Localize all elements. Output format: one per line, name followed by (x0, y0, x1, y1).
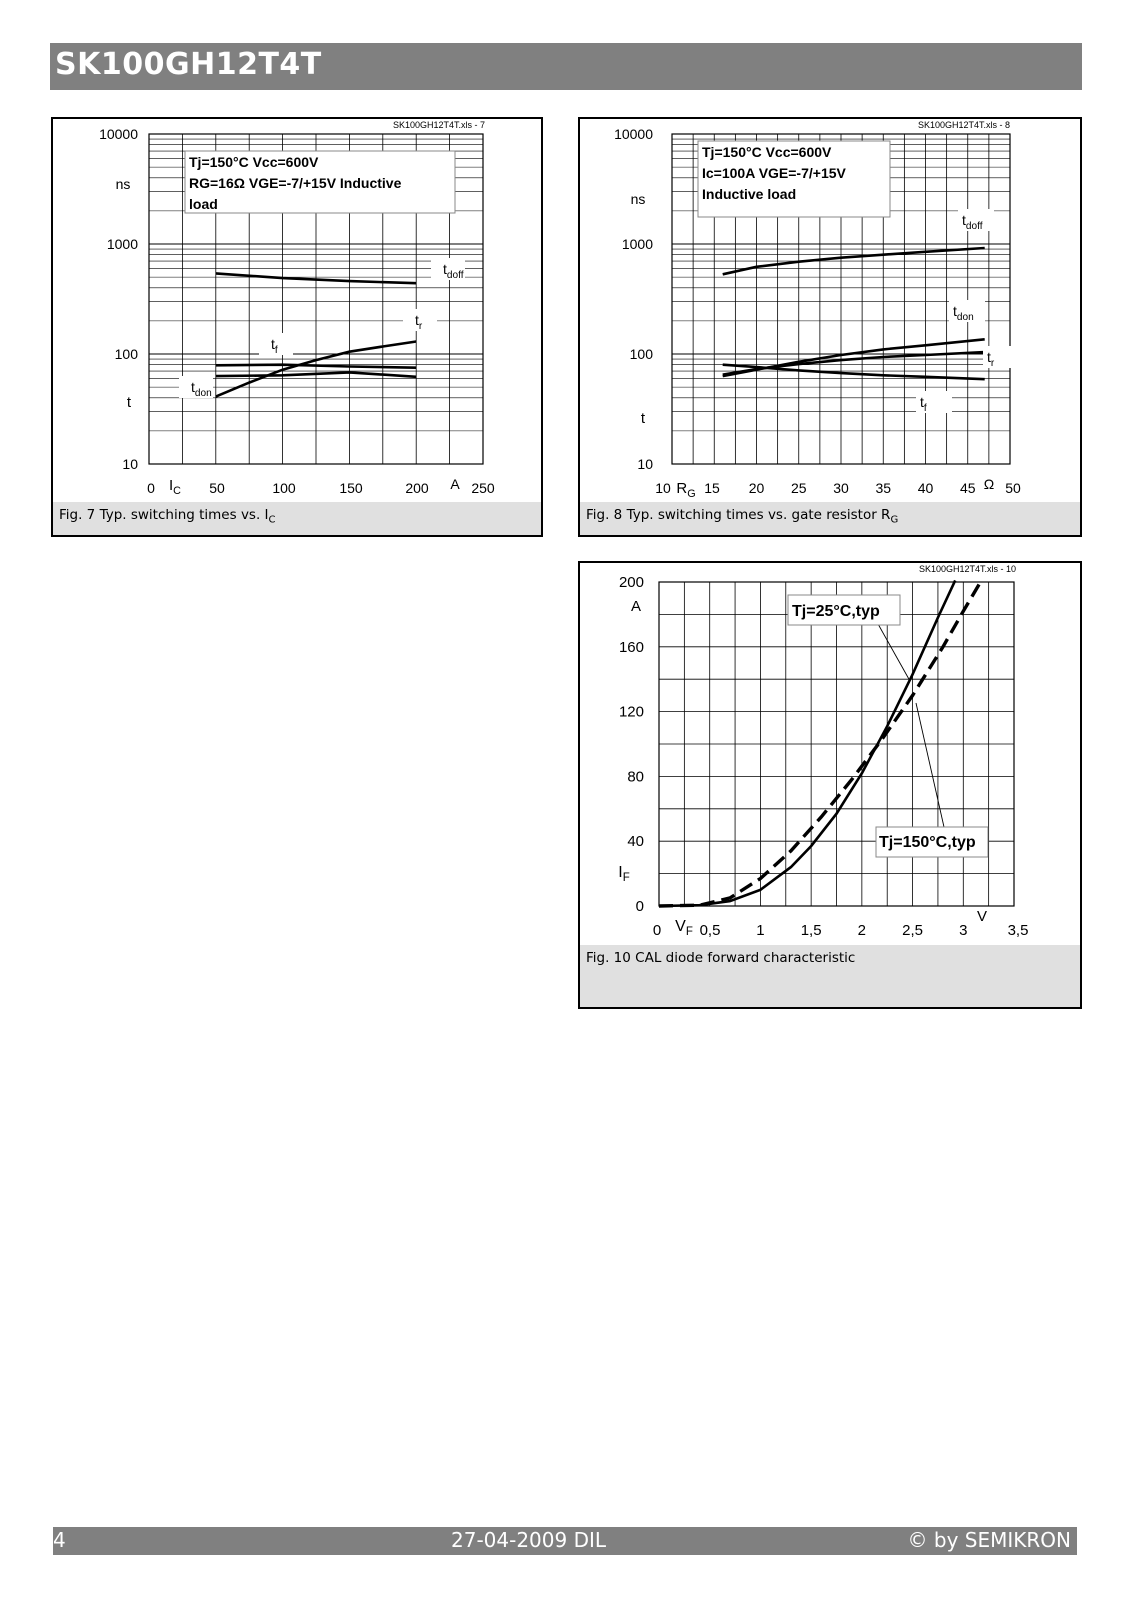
y-tick-label: 10 (637, 456, 653, 472)
figure-caption-fig10: Fig. 10 CAL diode forward characteristic (580, 945, 1080, 1007)
y-tick-label: 100 (114, 346, 138, 362)
x-tick-label: 50 (209, 480, 225, 496)
y-axis-label: $I_F$ (618, 864, 630, 884)
chart-fig7 (53, 119, 541, 535)
series-label-tdon: $t_{don}$ (953, 303, 974, 323)
series-label-tr: $t_r$ (987, 349, 995, 369)
footer-copyright: © by SEMIKRON (907, 1528, 1071, 1552)
page-title: SK100GH12T4T (55, 47, 322, 82)
x-tick-label: 0 (652, 922, 662, 939)
x-tick-label: 1 (756, 922, 765, 939)
chart-panel-fig7 (51, 117, 543, 537)
series-label-tr: $t_r$ (415, 312, 423, 332)
chart-fig8 (580, 119, 1080, 535)
series-label-tdon: $t_{don}$ (191, 379, 212, 399)
legend-label-tj25: Tj=25°C,typ (792, 603, 880, 620)
source-ref: SK100GH12T4T.xls - 10 (918, 564, 1016, 574)
y-unit-label: ns (115, 176, 131, 192)
y-unit-label: ns (630, 191, 646, 207)
y-tick-label: 10 (122, 456, 138, 472)
x-tick-label: 150 (339, 480, 363, 496)
chart-panel-fig10 (578, 561, 1082, 1009)
y-tick-label: 0 (635, 898, 644, 915)
x-axis-label: $R_G$ (676, 480, 696, 500)
x-tick-label: 0,5 (699, 922, 721, 939)
series-label-tf: $t_f$ (271, 336, 278, 356)
y-tick-label: 1000 (621, 236, 653, 252)
x-tick-label: 20 (748, 480, 765, 496)
conditions-line: Tj=150°C Vcc=600V (189, 154, 319, 170)
series-line-tdon (723, 339, 985, 376)
x-tick-label: 40 (917, 480, 934, 496)
y-tick-label: 10000 (99, 126, 138, 142)
x-tick-label: 25 (790, 480, 807, 496)
x-tick-label: 100 (272, 480, 296, 496)
x-axis-label: $V_F$ (675, 918, 693, 938)
source-ref: SK100GH12T4T.xls - 8 (917, 120, 1010, 130)
x-tick-label: 35 (875, 480, 892, 496)
x-unit-label: A (450, 476, 460, 492)
y-tick-label: 1000 (106, 236, 138, 252)
x-tick-label: 2,5 (902, 922, 924, 939)
conditions-line: Tj=150°C Vcc=600V (702, 144, 832, 160)
page-footer (53, 1527, 1077, 1555)
x-axis-label: $I_C$ (169, 477, 181, 497)
y-tick-label: 160 (618, 638, 644, 656)
y-tick-label: 200 (618, 574, 644, 591)
conditions-line: RG=16Ω VGE=-7/+15V Inductive (189, 175, 402, 191)
y-tick-label: 100 (629, 346, 653, 362)
figure-caption-fig8: Fig. 8 Typ. switching times vs. gate resistor $R_G$ (580, 502, 1080, 535)
figure-caption-fig7: Fig. 7 Typ. switching times vs. $I_C$ (53, 502, 541, 535)
x-tick-label: 45 (959, 480, 976, 496)
chart-fig10 (580, 563, 1080, 1007)
footer-date: 27-04-2009 DIL (451, 1528, 607, 1552)
x-tick-label: 2 (857, 922, 867, 939)
series-label-tdoff: $t_{doff}$ (962, 212, 983, 232)
x-tick-label: 30 (833, 480, 849, 496)
conditions-line: Ic=100A VGE=-7/+15V (702, 165, 846, 181)
y-tick-label: 120 (618, 703, 644, 721)
chart-panel-fig8 (578, 117, 1082, 537)
x-tick-label: 15 (704, 480, 720, 496)
series-label-tf: $t_f$ (920, 394, 927, 414)
page-header (50, 43, 1082, 90)
x-tick-label: 50 (1005, 480, 1021, 496)
x-tick-label: 3 (959, 922, 968, 939)
x-tick-label: 0 (147, 480, 155, 496)
x-unit-label: V (976, 908, 988, 925)
x-unit-label: Ω (983, 476, 995, 492)
y-tick-label: 40 (627, 833, 644, 851)
y-tick-label: 10000 (614, 126, 653, 142)
x-tick-label: 250 (471, 480, 495, 496)
legend-label-tj150: Tj=150°C,typ (879, 834, 976, 851)
conditions-line: Inductive load (702, 186, 797, 202)
conditions-line: load (189, 196, 218, 212)
x-tick-label: 10 (655, 480, 671, 496)
series-line-tf (723, 365, 985, 380)
series-label-tdoff: $t_{doff}$ (443, 261, 464, 281)
x-tick-label: 1,5 (800, 922, 822, 939)
y-axis-label: t (640, 410, 646, 427)
y-unit-label: A (630, 598, 642, 615)
y-axis-label: t (126, 394, 132, 411)
y-tick-label: 80 (627, 768, 644, 786)
source-ref: SK100GH12T4T.xls - 7 (392, 120, 485, 130)
page-number: 4 (53, 1528, 66, 1552)
x-tick-label: 200 (405, 480, 429, 496)
x-tick-label: 3,5 (1007, 922, 1029, 939)
